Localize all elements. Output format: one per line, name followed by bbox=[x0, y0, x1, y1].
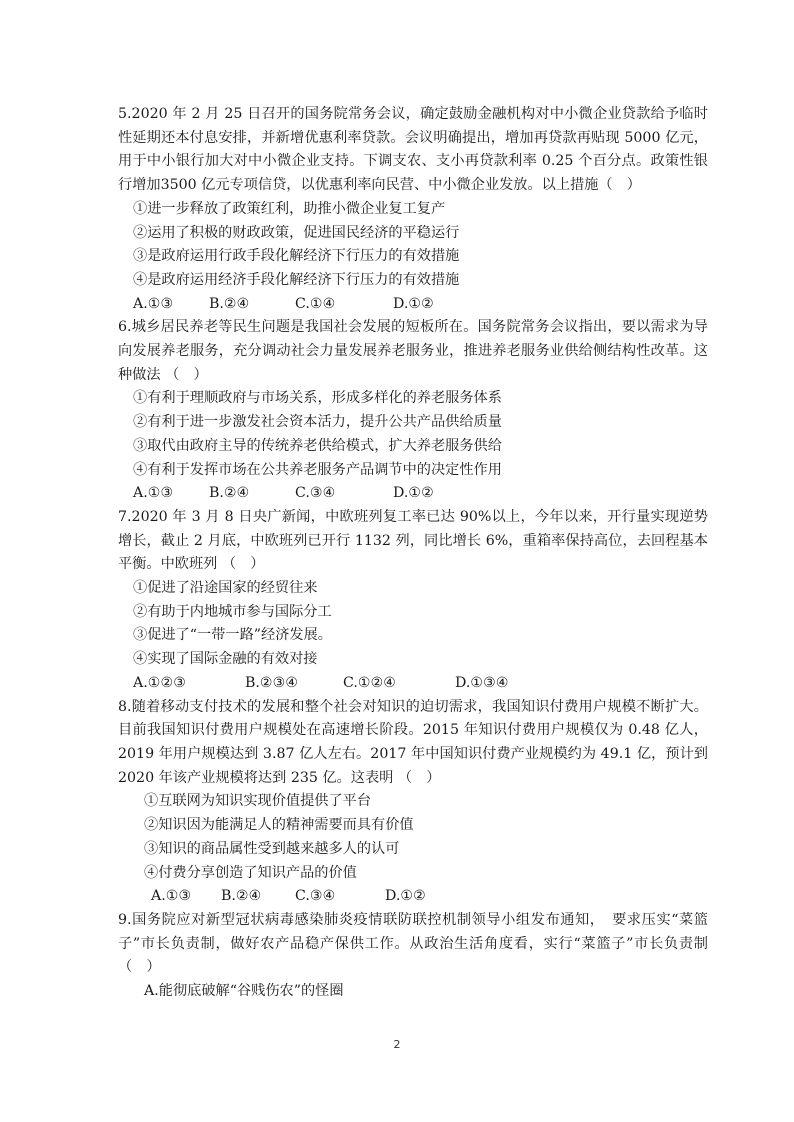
question-8-option-4: ④付费分享创造了知识产品的价值 bbox=[144, 864, 357, 881]
question-8-choice-b: B.②④ bbox=[221, 888, 262, 905]
question-7-choice-b: B.②③④ bbox=[245, 674, 299, 691]
question-7-option-4: ④实现了国际金融的有效对接 bbox=[133, 651, 318, 668]
question-7-stem: 7.2020 年 3 月 8 日央广新闻，中欧班列复工率已达 90%以上，今年以来，开行量实现逆势增长，截止 2 月底，中欧班列已开行 1132 列，同比增长 6%，重箱率保持高位，去回程基本平衡。中欧班列 （ ） bbox=[118, 508, 708, 573]
question-7 bbox=[118, 506, 708, 696]
question-7-option-2: ②有助于内地城市参与国际分工 bbox=[133, 603, 332, 620]
question-6-choice-d: D.①② bbox=[393, 485, 434, 502]
question-6-stem: 6.城乡居民养老等民生问题是我国社会发展的短板所在。国务院常务会议指出，要以需求为导向发展养老服务，充分调动社会力量发展养老服务业，推进养老服务业供给侧结构性改革。这种做法 （ ） bbox=[118, 319, 708, 383]
question-5-choice-c: C.①④ bbox=[295, 295, 336, 312]
question-6-choice-b: B.②④ bbox=[209, 485, 250, 502]
question-8-choice-a: A.①③ bbox=[151, 888, 192, 905]
question-5-choices bbox=[118, 293, 708, 317]
question-5 bbox=[118, 103, 708, 316]
question-5-option-1: ①进一步释放了政策红利，助推小微企业复工复产 bbox=[133, 200, 446, 217]
question-8-stem: 8.随着移动支付技术的发展和整个社会对知识的迫切需求，我国知识付费用户规模不断扩大。目前我国知识付费用户规模处在高速增长阶段。2015 年知识付费用户规模仅为 0.48 亿人，2019 年用户规模达到 3.87 亿人左右。2017 年中国知识付费产业规模约为 49.1 亿，预计到 2020 年该产业规模将达到 235 亿。这表明 （ ） bbox=[118, 698, 708, 786]
question-5-option-3: ③是政府运用行政手段化解经济下行压力的有效措施 bbox=[133, 248, 460, 265]
page-number: 2 bbox=[393, 1038, 401, 1051]
question-7-option-3: ③促进了“一带一路”经济发展。 bbox=[133, 627, 332, 644]
question-7-choice-c: C.①②④ bbox=[343, 674, 397, 691]
question-5-stem: 5.2020 年 2 月 25 日召开的国务院常务会议，确定鼓励金融机构对中小微企业贷款给予临时性延期还本付息安排，并新增优惠利率贷款。会议明确提出，增加再贷款再贴现 5000 亿元，用于中小银行加大对中小微企业支持。下调支农、支小再贷款利率 0.25 个百分点。政策性银行增加3500 亿元专项信贷，以优惠利率向民营、中小微企业发放。以上措施（ ） bbox=[118, 106, 708, 194]
question-8-option-2: ②知识因为能满足人的精神需要而具有价值 bbox=[144, 817, 414, 834]
question-content bbox=[118, 103, 708, 1004]
question-9-option-a: A.能彻底破解“谷贱伤农”的怪圈 bbox=[144, 983, 344, 1000]
question-8-choice-d: D.①② bbox=[385, 888, 426, 905]
question-6-option-1: ①有利于理顺政府与市场关系，形成多样化的养老服务体系 bbox=[133, 390, 502, 407]
question-5-choice-b: B.②④ bbox=[209, 295, 250, 312]
question-7-choice-d: D.①③④ bbox=[455, 674, 509, 691]
question-8-option-3: ③知识的商品属性受到越来越多人的认可 bbox=[144, 840, 400, 857]
question-8-option-1: ①互联网为知识实现价值提供了平台 bbox=[144, 793, 372, 810]
question-8 bbox=[118, 696, 708, 909]
question-6-choice-a: A.①③ bbox=[133, 485, 174, 502]
question-7-choice-a: A.①②③ bbox=[133, 674, 186, 691]
question-9-stem: 9.国务院应对新型冠状病毒感染肺炎疫情联防联控机制领导小组发布通知， 要求压实“菜篮子”市长负责制，做好农产品稳产保供工作。从政治生活角度看，实行“菜篮子”市长负责制 （ ） bbox=[118, 911, 708, 976]
question-8-choices bbox=[118, 885, 708, 909]
question-7-choices bbox=[118, 672, 708, 696]
question-6-option-3: ③取代由政府主导的传统养老供给模式，扩大养老服务供给 bbox=[133, 437, 502, 454]
question-5-option-2: ②运用了积极的财政政策，促进国民经济的平稳运行 bbox=[133, 224, 460, 241]
question-8-choice-c: C.③④ bbox=[295, 888, 336, 905]
question-5-choice-d: D.①② bbox=[393, 295, 434, 312]
question-5-option-4: ④是政府运用经济手段化解经济下行压力的有效措施 bbox=[133, 271, 460, 288]
question-6-choices bbox=[118, 482, 708, 506]
question-7-option-1: ①促进了沿途国家的经贸往来 bbox=[133, 580, 318, 597]
question-6-option-4: ④有利于发挥市场在公共养老服务产品调节中的决定性作用 bbox=[133, 461, 502, 478]
question-5-choice-a: A.①③ bbox=[133, 295, 174, 312]
question-6-option-2: ②有利于进一步激发社会资本活力，提升公共产品供给质量 bbox=[133, 414, 502, 431]
question-9 bbox=[118, 909, 708, 1004]
question-6 bbox=[118, 316, 708, 506]
question-6-choice-c: C.③④ bbox=[295, 485, 336, 502]
